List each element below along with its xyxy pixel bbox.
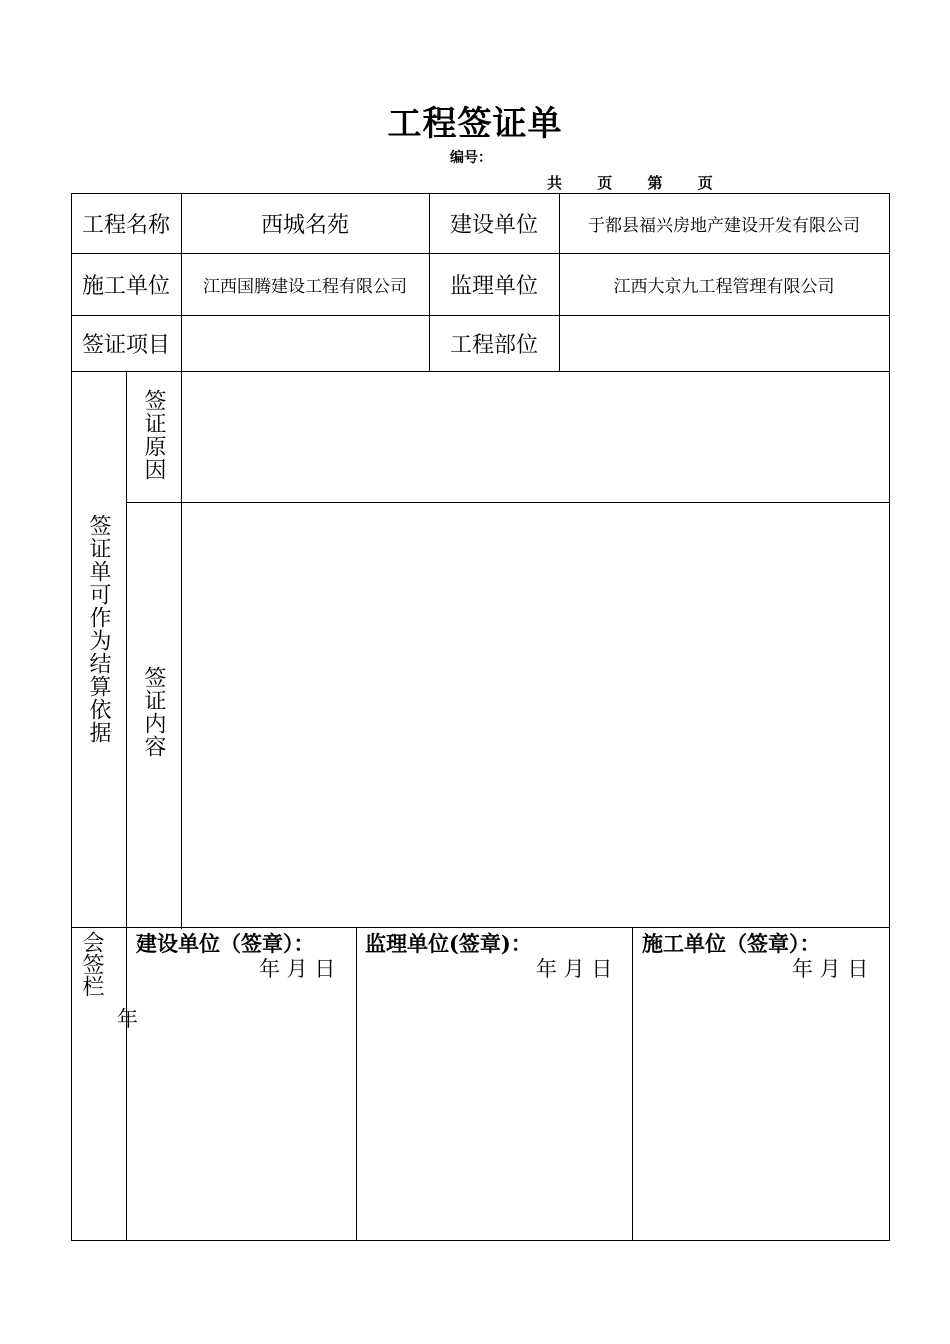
page-count <box>547 172 731 193</box>
page-unit-label: 页 <box>597 174 613 192</box>
owner-value: 于都县福兴房地产建设开发有限公司 <box>588 215 860 236</box>
reason-label: 签证原因 <box>141 389 166 481</box>
contractor-signature-area[interactable] <box>633 985 889 1240</box>
supervisor-signature-date: 年 月 日 <box>536 957 613 981</box>
detail-label: 签证内容 <box>141 666 166 758</box>
project-name-label: 工程名称 <box>81 212 170 238</box>
contractor-signature-label: 施工单位（签章）： <box>642 931 821 956</box>
project-name-value: 西城名苑 <box>260 212 349 238</box>
detail-field[interactable] <box>182 503 889 927</box>
location-field[interactable] <box>559 315 889 371</box>
owner-signature-area[interactable] <box>127 985 356 1240</box>
page-total-label: 共 <box>547 174 563 192</box>
supervisor-label: 监理单位 <box>449 273 538 299</box>
supervisor-value: 江西大京九工程管理有限公司 <box>613 276 835 297</box>
item-label: 签证项目 <box>81 332 170 358</box>
supervisor-signature-label: 监理单位(签章)： <box>365 931 532 956</box>
owner-signature-label: 建设单位（签章）： <box>136 931 315 956</box>
supervisor-signature-area[interactable] <box>357 985 632 1240</box>
contractor-value: 江西国腾建设工程有限公司 <box>203 276 407 297</box>
settlement-basis-label: 签证单可作为结算依据 <box>86 514 111 744</box>
owner-label: 建设单位 <box>449 212 538 238</box>
reason-field[interactable] <box>182 372 889 502</box>
stray-year-char: 年 <box>117 1007 138 1031</box>
serial-number-label: 编号： <box>450 150 492 166</box>
contractor-signature-date: 年 月 日 <box>792 957 869 981</box>
page-unit-label-2: 页 <box>697 174 713 192</box>
location-label: 工程部位 <box>449 332 538 358</box>
item-field[interactable] <box>181 315 429 371</box>
owner-signature-date: 年 月 日 <box>259 957 336 981</box>
document-title: 工程签证单 <box>387 104 563 144</box>
page-current-label: 第 <box>647 174 663 192</box>
signoff-label: 会签栏 <box>79 931 104 997</box>
contractor-label: 施工单位 <box>81 273 170 299</box>
